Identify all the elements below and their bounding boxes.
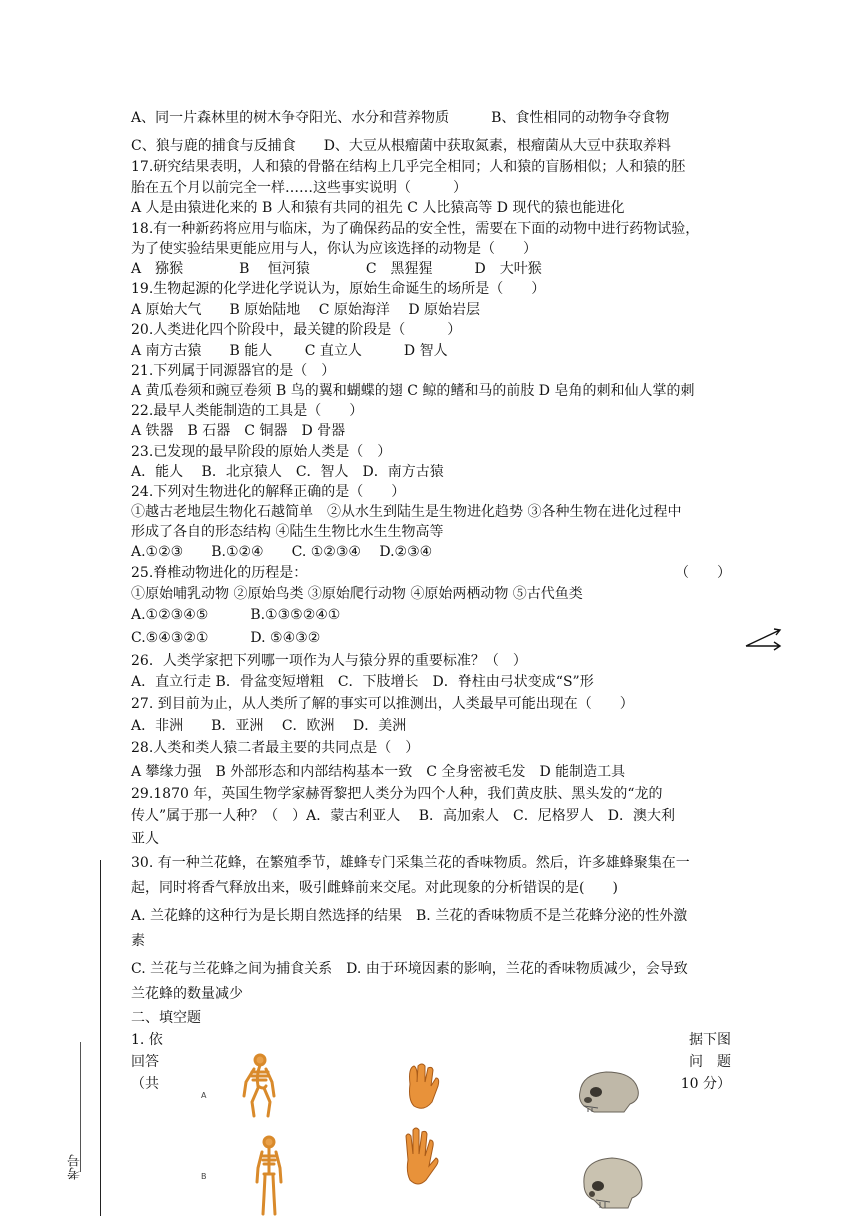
fill1-right-1: 据下图 — [689, 1032, 731, 1048]
q28-stem: 28.人类和类人猿二者最主要的共同点是（ ） — [131, 740, 420, 756]
margin-arrow-icon — [742, 626, 786, 652]
fill1-left-1: 1. 依 — [131, 1032, 163, 1048]
side-answer-rule — [80, 1042, 81, 1172]
binding-line — [100, 860, 101, 1216]
q22-options: A 铁器 B 石器 C 铜器 D 骨器 — [131, 423, 346, 439]
q19-stem: 19.生物起源的化学进化学说认为，原始生命诞生的场所是（ ） — [131, 281, 546, 297]
q21-options: A 黄瓜卷须和豌豆卷须 B 鸟的翼和蝴蝶的翅 C 鲸的鳍和马的前肢 D 皂角的刺和仙人掌的刺 — [131, 383, 695, 399]
q19-options: A 原始大气 B 原始陆地 C 原始海洋 D 原始岩层 — [131, 302, 481, 318]
q25-stem-row — [131, 563, 731, 583]
fill1-row1 — [131, 1030, 731, 1050]
q18-stem-1: 18.有一种新药将应用与临床，为了确保药品的安全性，需要在下面的动物中进行药物试验， — [131, 221, 700, 237]
fill1-left-3: （共 — [131, 1076, 159, 1092]
exam-number-label: 考号 — [68, 1154, 83, 1180]
human-skeleton-image — [252, 1134, 286, 1216]
human-skull-image — [576, 1154, 648, 1210]
q30-option-ab: A. 兰花蜂的这种行为是长期自然选择的结果 B. 兰花的香味物质不是兰花蜂分泌的性外激 — [131, 908, 688, 924]
q16-options-ab: A、同一片森林里的树木争夺阳光、水分和营养物质 B、食性相同的动物争夺食物 — [131, 110, 670, 126]
q28-options: A 攀缘力强 B 外部形态和内部结构基本一致 C 全身密被毛发 D 能制造工具 — [131, 764, 626, 780]
ape-hand-image — [402, 1060, 444, 1114]
q23-options: A．能人 B．北京猿人 C．智人 D．南方古猿 — [131, 464, 444, 480]
q30-stem-2: 起，同时将香气释放出来，吸引雌蜂前来交尾。对此现象的分析错误的是( ) — [131, 880, 618, 896]
q23-stem: 23.已发现的最早阶段的原始人类是（ ） — [131, 444, 392, 460]
q30-option-cd-cont: 兰花蜂的数量减少 — [131, 986, 243, 1002]
q24-options: A.①②③ B.①②④ C. ①②③④ D.②③④ — [131, 544, 433, 560]
q29-stem-1: 29.1870 年，英国生物学家赫胥黎把人类分为四个人种，我们黄皮肤、黑头发的“龙的 — [131, 786, 663, 802]
q20-options: A 南方古猿 B 能人 C 直立人 D 智人 — [131, 343, 448, 359]
q17-options: A 人是由猿进化来的 B 人和猿有共同的祖先 C 人比猿高等 D 现代的猿也能进化 — [131, 200, 625, 216]
q25-options-cd: C.⑤④③②① D. ⑤④③② — [131, 630, 321, 646]
ape-skull-image — [574, 1066, 644, 1114]
q25-options-ab: A.①②③④⑤ B.①③⑤②④① — [131, 607, 341, 623]
q27-options: A．非洲 B．亚洲 C．欧洲 D．美洲 — [131, 718, 407, 734]
figure-label-a: A — [201, 1091, 207, 1100]
q26-options: A．直立行走 B．骨盆变短增粗 C．下肢增长 D．脊柱由弓状变成“S”形 — [131, 674, 594, 690]
section-heading: 二、填空题 — [131, 1010, 201, 1026]
q18-options: A 猕猴 B 恒河猿 C 黑猩猩 D 大叶猴 — [131, 261, 542, 277]
fill1-right-3: 10 分） — [680, 1076, 731, 1092]
human-hand-image — [398, 1124, 440, 1190]
q24-statements-2: 形成了各自的形态结构 ④陆生生物比水生生物高等 — [131, 524, 444, 540]
ape-skeleton-image — [236, 1052, 286, 1120]
q24-stem: 24.下列对生物进化的解释正确的是（ ） — [131, 484, 406, 500]
q30-option-ab-cont: 素 — [131, 933, 145, 949]
q20-stem: 20.人类进化四个阶段中，最关键的阶段是（ ） — [131, 322, 462, 338]
fill1-left-2: 回答 — [131, 1054, 159, 1070]
q25-stem: 25.脊椎动物进化的历程是： — [131, 565, 308, 581]
q16-options-cd: C、狼与鹿的捕食与反捕食 D、大豆从根瘤菌中获取氮素，根瘤菌从大豆中获取养料 — [131, 138, 671, 154]
q30-option-cd: C. 兰花与兰花蜂之间为捕食关系 D. 由于环境因素的影响，兰花的香味物质减少，会导致 — [131, 961, 688, 977]
q27-stem: 27. 到目前为止，从人类所了解的事实可以推测出，人类最早可能出现在（ ） — [131, 696, 634, 712]
q17-stem-1: 17.研究结果表明，人和猿的骨骼在结构上几乎完全相同；人和猿的盲肠相似；人和猿的胚 — [131, 159, 686, 175]
q17-stem-2: 胎在五个月以前完全一样……这些事实说明（ ） — [131, 180, 467, 196]
q26-stem: 26．人类学家把下列哪一项作为人与猿分界的重要标准？（ ） — [131, 653, 527, 669]
q30-stem-1: 30. 有一种兰花蜂，在繁殖季节，雄蜂专门采集兰花的香味物质。然后，许多雄蜂聚集在一 — [131, 855, 690, 871]
q25-items: ①原始哺乳动物 ②原始鸟类 ③原始爬行动物 ④原始两栖动物 ⑤古代鱼类 — [131, 586, 583, 602]
q29-stem-3: 亚人 — [131, 831, 159, 847]
q29-stem-2: 传人”属于那一人种？（ ）A．蒙古利亚人 B．高加索人 C．尼格罗人 D．澳大利 — [131, 808, 675, 824]
q22-stem: 22.最早人类能制造的工具是（ ） — [131, 403, 364, 419]
figure-label-b: B — [201, 1172, 207, 1181]
q21-stem: 21.下列属于同源器官的是（ ） — [131, 363, 336, 379]
q18-stem-2: 为了使实验结果更能应用与人，你认为应该选择的动物是（ ） — [131, 241, 537, 257]
fill1-right-2: 问 题 — [689, 1054, 731, 1070]
q25-answer-paren: （ ） — [675, 565, 731, 581]
q24-statements-1: ①越古老地层生物化石越简单 ②从水生到陆生是生物进化趋势 ③各种生物在进化过程中 — [131, 504, 682, 520]
